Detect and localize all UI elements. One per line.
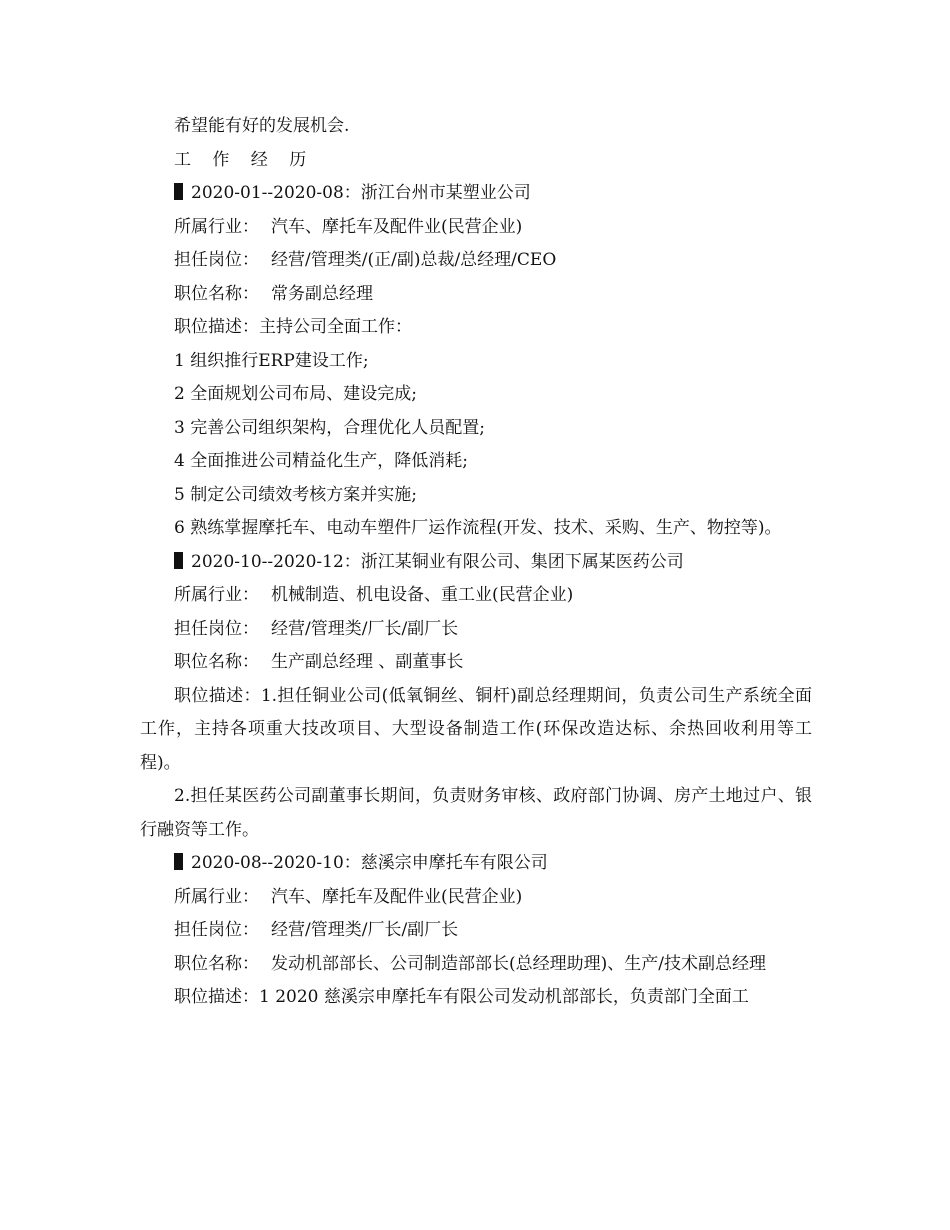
field-value: 常务副总经理 (271, 283, 373, 304)
job-description: 2.担任某医药公司副董事长期间，负责财务审核、政府部门协调、房产土地过户、银行融资等工作。 (140, 786, 812, 840)
job-industry (140, 579, 812, 613)
bullet-marker-icon (174, 552, 183, 569)
bullet-marker-icon (174, 183, 183, 200)
list-item: 4 全面推进公司精益化生产，降低消耗; (174, 451, 468, 471)
field-label: 职位名称： (174, 283, 259, 304)
job-description: 职位描述：1 2020 慈溪宗申摩托车有限公司发动机部部长，负责部门全面工 (174, 987, 749, 1007)
job-header (140, 847, 812, 881)
field-value: 经营/管理类/(正/副)总裁/总经理/CEO (271, 250, 557, 270)
job-header-text: 2020-10--2020-12：浙江某铜业有限公司、集团下属某医药公司 (191, 551, 684, 572)
field-label: 担任岗位： (174, 618, 259, 639)
job-industry (140, 211, 812, 245)
section-title: 工 作 经 历 (174, 149, 315, 170)
list-item: 2 全面规划公司布局、建设完成; (174, 384, 417, 404)
field-value: 汽车、摩托车及配件业(民营企业) (271, 886, 523, 907)
list-item: 6 熟练掌握摩托车、电动车塑件厂运作流程(开发、技术、采购、生产、物控等)。 (174, 518, 782, 538)
field-value: 生产副总经理 、副董事长 (271, 652, 464, 672)
field-value: 机械制造、机电设备、重工业(民营企业) (271, 585, 574, 605)
field-label: 职位名称： (174, 652, 259, 672)
job-header-text: 2020-01--2020-08：浙江台州市某塑业公司 (191, 183, 531, 203)
field-label: 担任岗位： (174, 920, 259, 940)
job-industry (140, 881, 812, 915)
job-post (140, 244, 812, 278)
job-title (140, 278, 812, 312)
field-label: 所属行业： (174, 216, 259, 237)
field-label: 职位名称： (174, 953, 259, 974)
field-value: 经营/管理类/厂长/副厂长 (271, 920, 459, 940)
resume-page (140, 110, 812, 1015)
field-value: 经营/管理类/厂长/副厂长 (271, 618, 459, 639)
job-header-text: 2020-08--2020-10：慈溪宗申摩托车有限公司 (191, 853, 548, 873)
list-item: 3 完善公司组织架构，合理优化人员配置; (174, 417, 485, 438)
job-header (140, 177, 812, 211)
job-title (140, 646, 812, 680)
job-post (140, 914, 812, 948)
field-label: 所属行业： (174, 585, 259, 605)
job-title (140, 948, 812, 982)
job-post (140, 613, 812, 647)
job-description: 职位描述：主持公司全面工作： (174, 317, 412, 337)
field-label: 所属行业： (174, 886, 259, 907)
field-label: 担任岗位： (174, 250, 259, 270)
bullet-marker-icon (174, 853, 183, 870)
field-value: 汽车、摩托车及配件业(民营企业) (271, 216, 523, 237)
list-item: 5 制定公司绩效考核方案并实施; (174, 484, 417, 505)
job-header (140, 546, 812, 580)
intro-closing-line: 希望能有好的发展机会. (174, 116, 350, 136)
field-value: 发动机部部长、公司制造部部长(总经理助理)、生产/技术副总经理 (271, 953, 766, 974)
list-item: 1 组织推行ERP建设工作; (174, 350, 369, 371)
job-description: 职位描述：1.担任铜业公司(低氧铜丝、铜杆)副总经理期间，负责公司生产系统全面工作，主持各项重大技改项目、大型设备制造工作(环保改造达标、余热回收利用等工程)。 (140, 685, 812, 773)
